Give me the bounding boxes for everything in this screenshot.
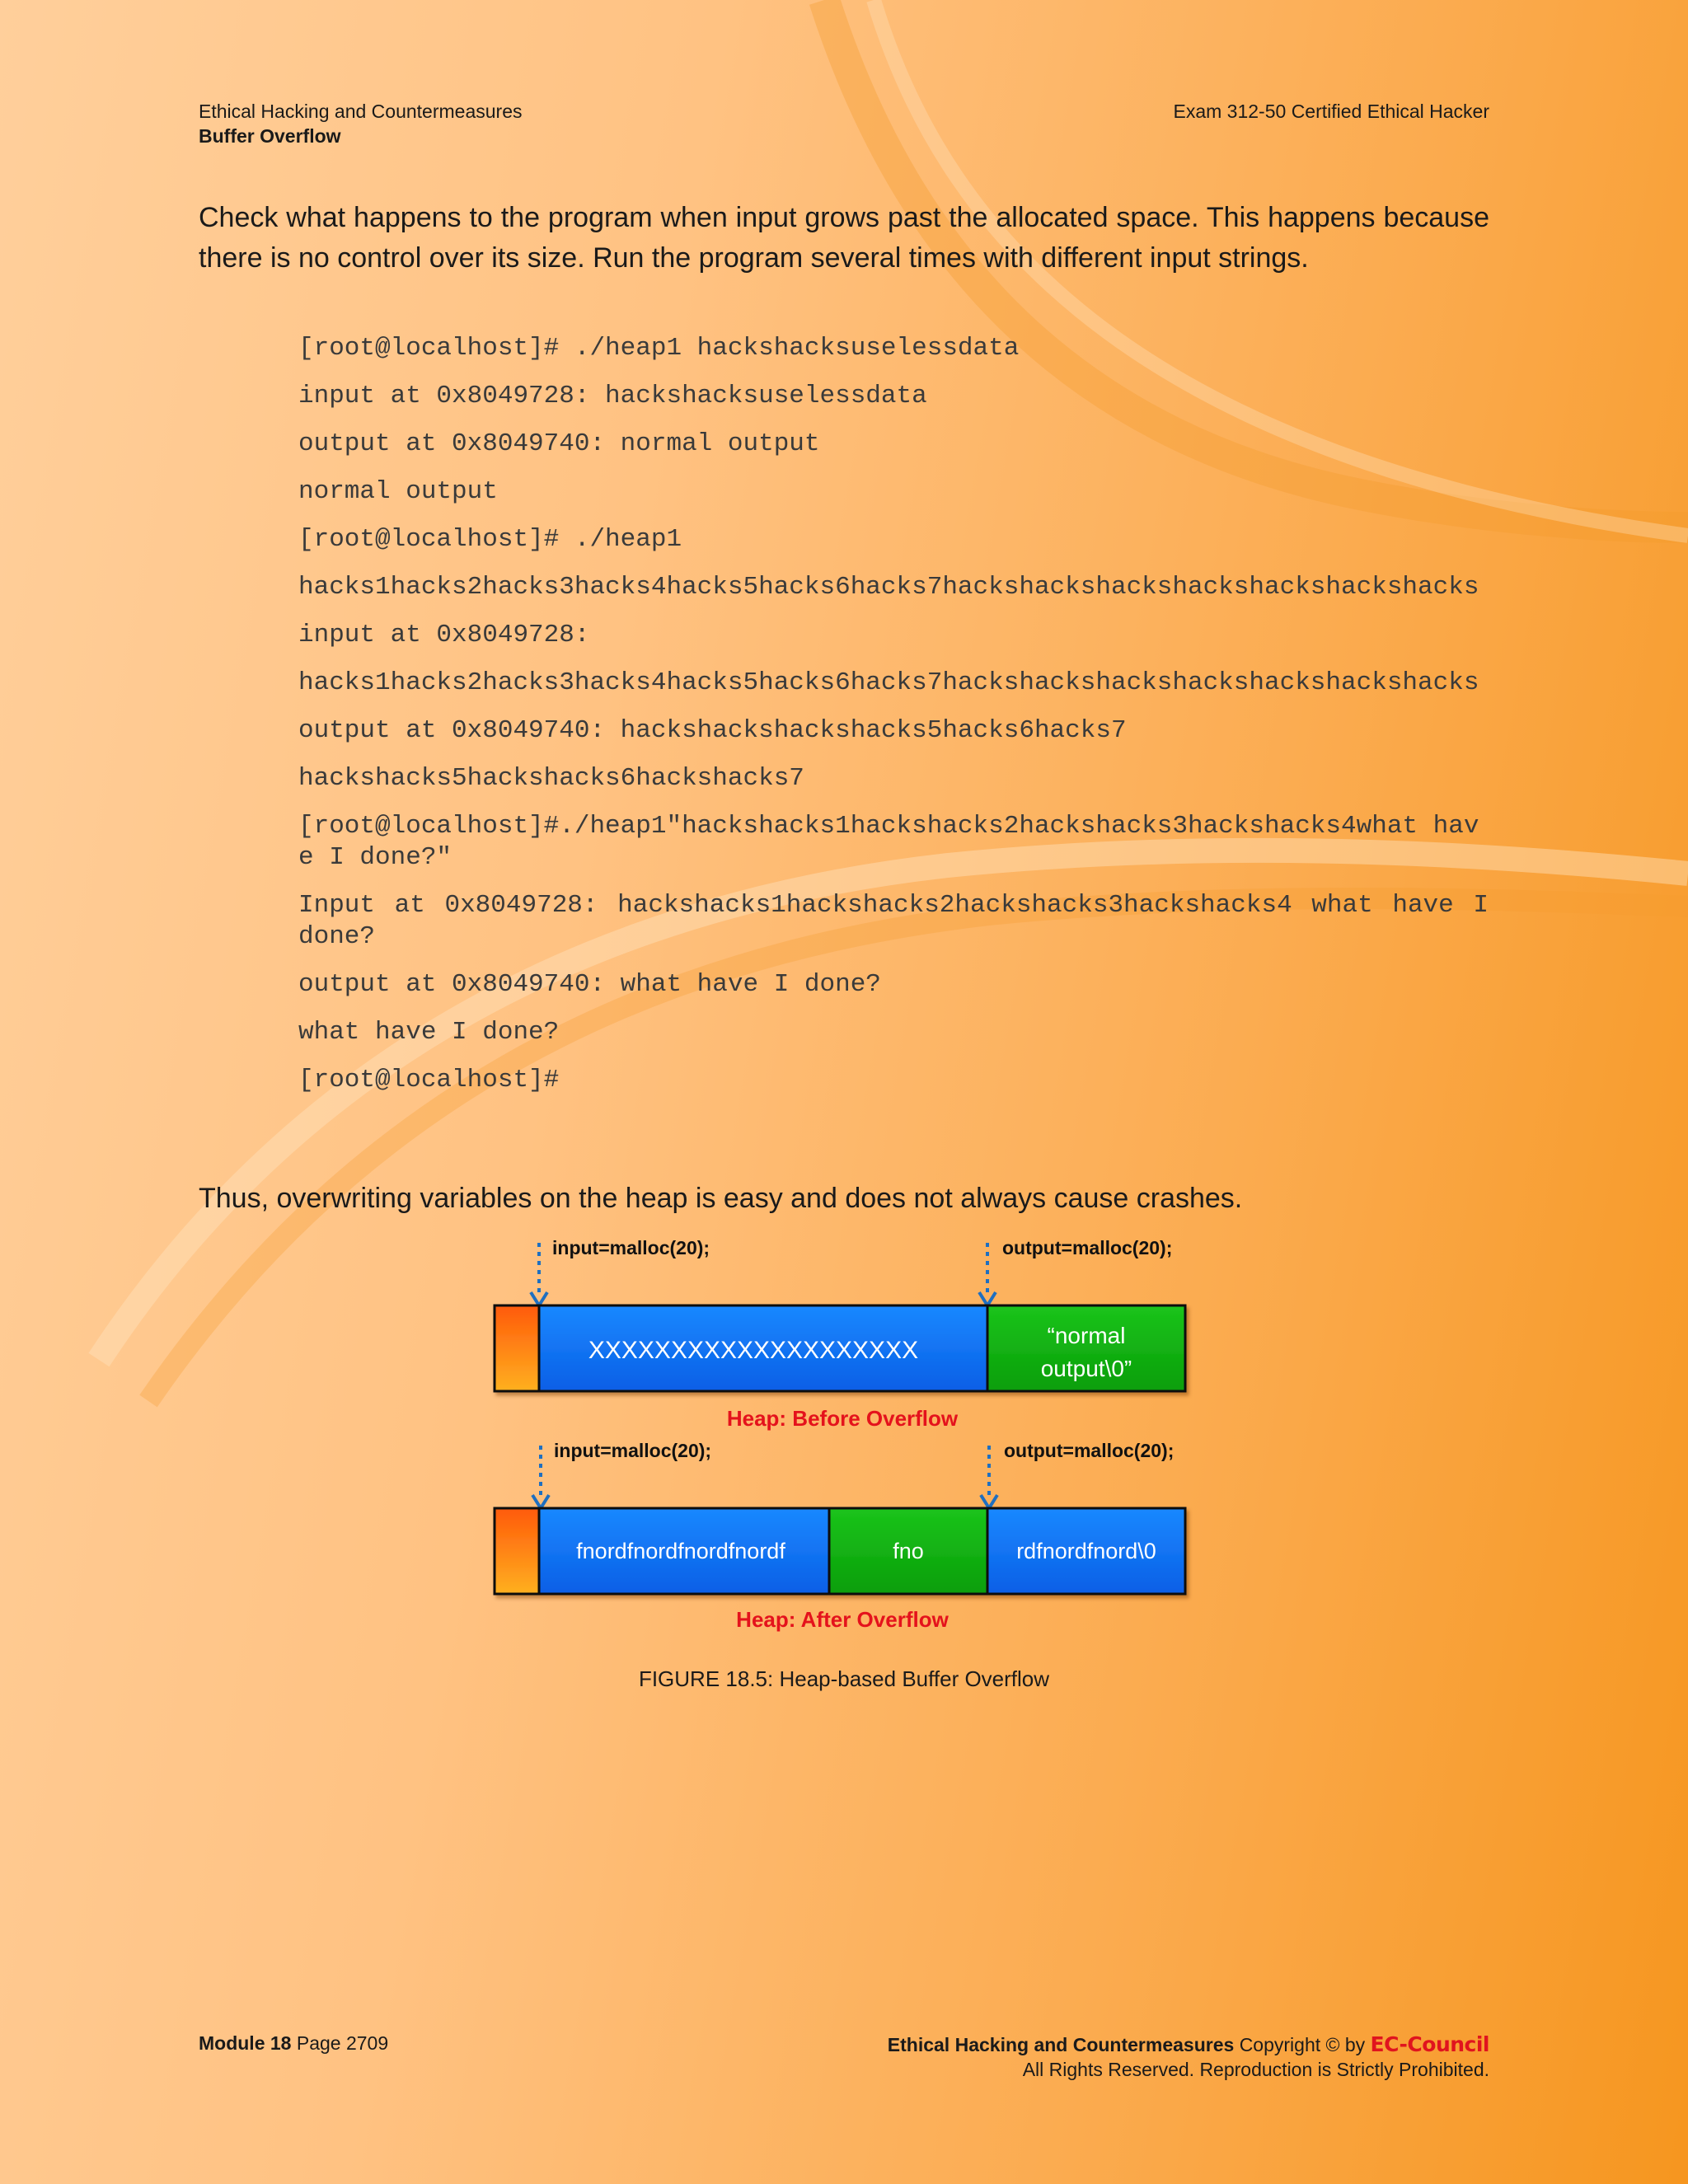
rights-statement: All Rights Reserved. Reproduction is Strictly Prohibited. [1022, 2059, 1489, 2080]
running-header-left [199, 99, 522, 148]
code-line: output at 0x8049740: what have I done? [298, 970, 881, 999]
code-listing [298, 333, 1489, 1113]
after-overflow-title: Heap: After Overflow [736, 1607, 949, 1632]
copyright-text: Copyright © by [1239, 2034, 1366, 2055]
output-buffer-content-line1: “normal [1047, 1323, 1126, 1348]
output-malloc-label: output=malloc(20); [1004, 1440, 1175, 1461]
input-buffer-content: fnordfnordfnordfnordf [576, 1539, 785, 1563]
after-overflow-group [495, 1440, 1185, 1632]
code-line: hacks1hacks2hacks3hacks4hacks5hacks6hacks7hackshackshackshackshackshackshacks [298, 573, 1479, 602]
code-line: [root@localhost]# ./heap1 [298, 525, 682, 554]
code-line: hackshacks5hackshacks6hackshacks7 [298, 764, 804, 793]
summary-sentence: Thus, overwriting variables on the heap is easy and does not always cause crashes. [199, 1183, 1243, 1214]
overflow-middle-content: fno [893, 1539, 924, 1563]
module-name: Buffer Overflow [199, 125, 341, 147]
course-title: Ethical Hacking and Countermeasures [199, 101, 523, 122]
copyright-title: Ethical Hacking and Countermeasures [887, 2034, 1235, 2055]
input-malloc-label: input=malloc(20); [552, 1237, 710, 1258]
code-line: what have I done? [298, 1018, 560, 1047]
page-number: Page 2709 [296, 2032, 389, 2054]
code-line: input at 0x8049728: hackshacksuselessdata [298, 382, 927, 410]
code-line: [root@localhost]#./heap1"hackshacks1hackshacks2hackshacks3hackshacks4what have I done?" [298, 812, 1479, 872]
code-line: input at 0x8049728: [298, 621, 590, 649]
code-line: [root@localhost]# [298, 1066, 560, 1094]
exam-title: Exam 312-50 Certified Ethical Hacker [1173, 101, 1489, 122]
arrow-head-icon [979, 1292, 996, 1305]
before-overflow-title: Heap: Before Overflow [726, 1406, 959, 1431]
before-overflow-group [495, 1237, 1185, 1431]
module-number: Module 18 [199, 2032, 292, 2054]
arrow-head-icon [532, 1495, 549, 1508]
code-line: Input at 0x8049728: hackshacks1hackshacks2hackshacks3hackshacks4 what have I done? [298, 891, 1489, 951]
ec-council-logo: EC-Council [1370, 2032, 1489, 2056]
page-footer-right [888, 2032, 1489, 2082]
intro-paragraph: Check what happens to the program when input grows past the allocated space. This happens because there is no control over its size. Run the program several times with different input strings. [199, 202, 1489, 274]
code-line: normal output [298, 477, 498, 506]
heap-header-block [495, 1305, 539, 1391]
output-buffer-content: rdfnordfnord\0 [1016, 1539, 1156, 1563]
code-line: output at 0x8049740: hackshackshackshacks5hacks6hacks7 [298, 716, 1127, 745]
code-line: [root@localhost]# ./heap1 hackshacksuselessdata [298, 334, 1020, 363]
figure-caption: FIGURE 18.5: Heap-based Buffer Overflow [638, 1666, 1050, 1691]
code-line: output at 0x8049740: normal output [298, 429, 820, 458]
output-malloc-label: output=malloc(20); [1002, 1237, 1173, 1258]
heap-header-block [495, 1508, 539, 1594]
heap-overflow-diagram [478, 1228, 1220, 1690]
input-buffer-content: XXXXXXXXXXXXXXXXXXXX [588, 1337, 919, 1364]
arrow-head-icon [531, 1292, 547, 1305]
page-footer-left [199, 2032, 388, 2055]
code-line: hacks1hacks2hacks3hacks4hacks5hacks6hacks7hackshackshackshackshackshackshacks [298, 668, 1479, 697]
arrow-head-icon [981, 1495, 997, 1508]
input-malloc-label: input=malloc(20); [554, 1440, 712, 1461]
output-buffer-content-line2: output\0” [1040, 1356, 1132, 1381]
